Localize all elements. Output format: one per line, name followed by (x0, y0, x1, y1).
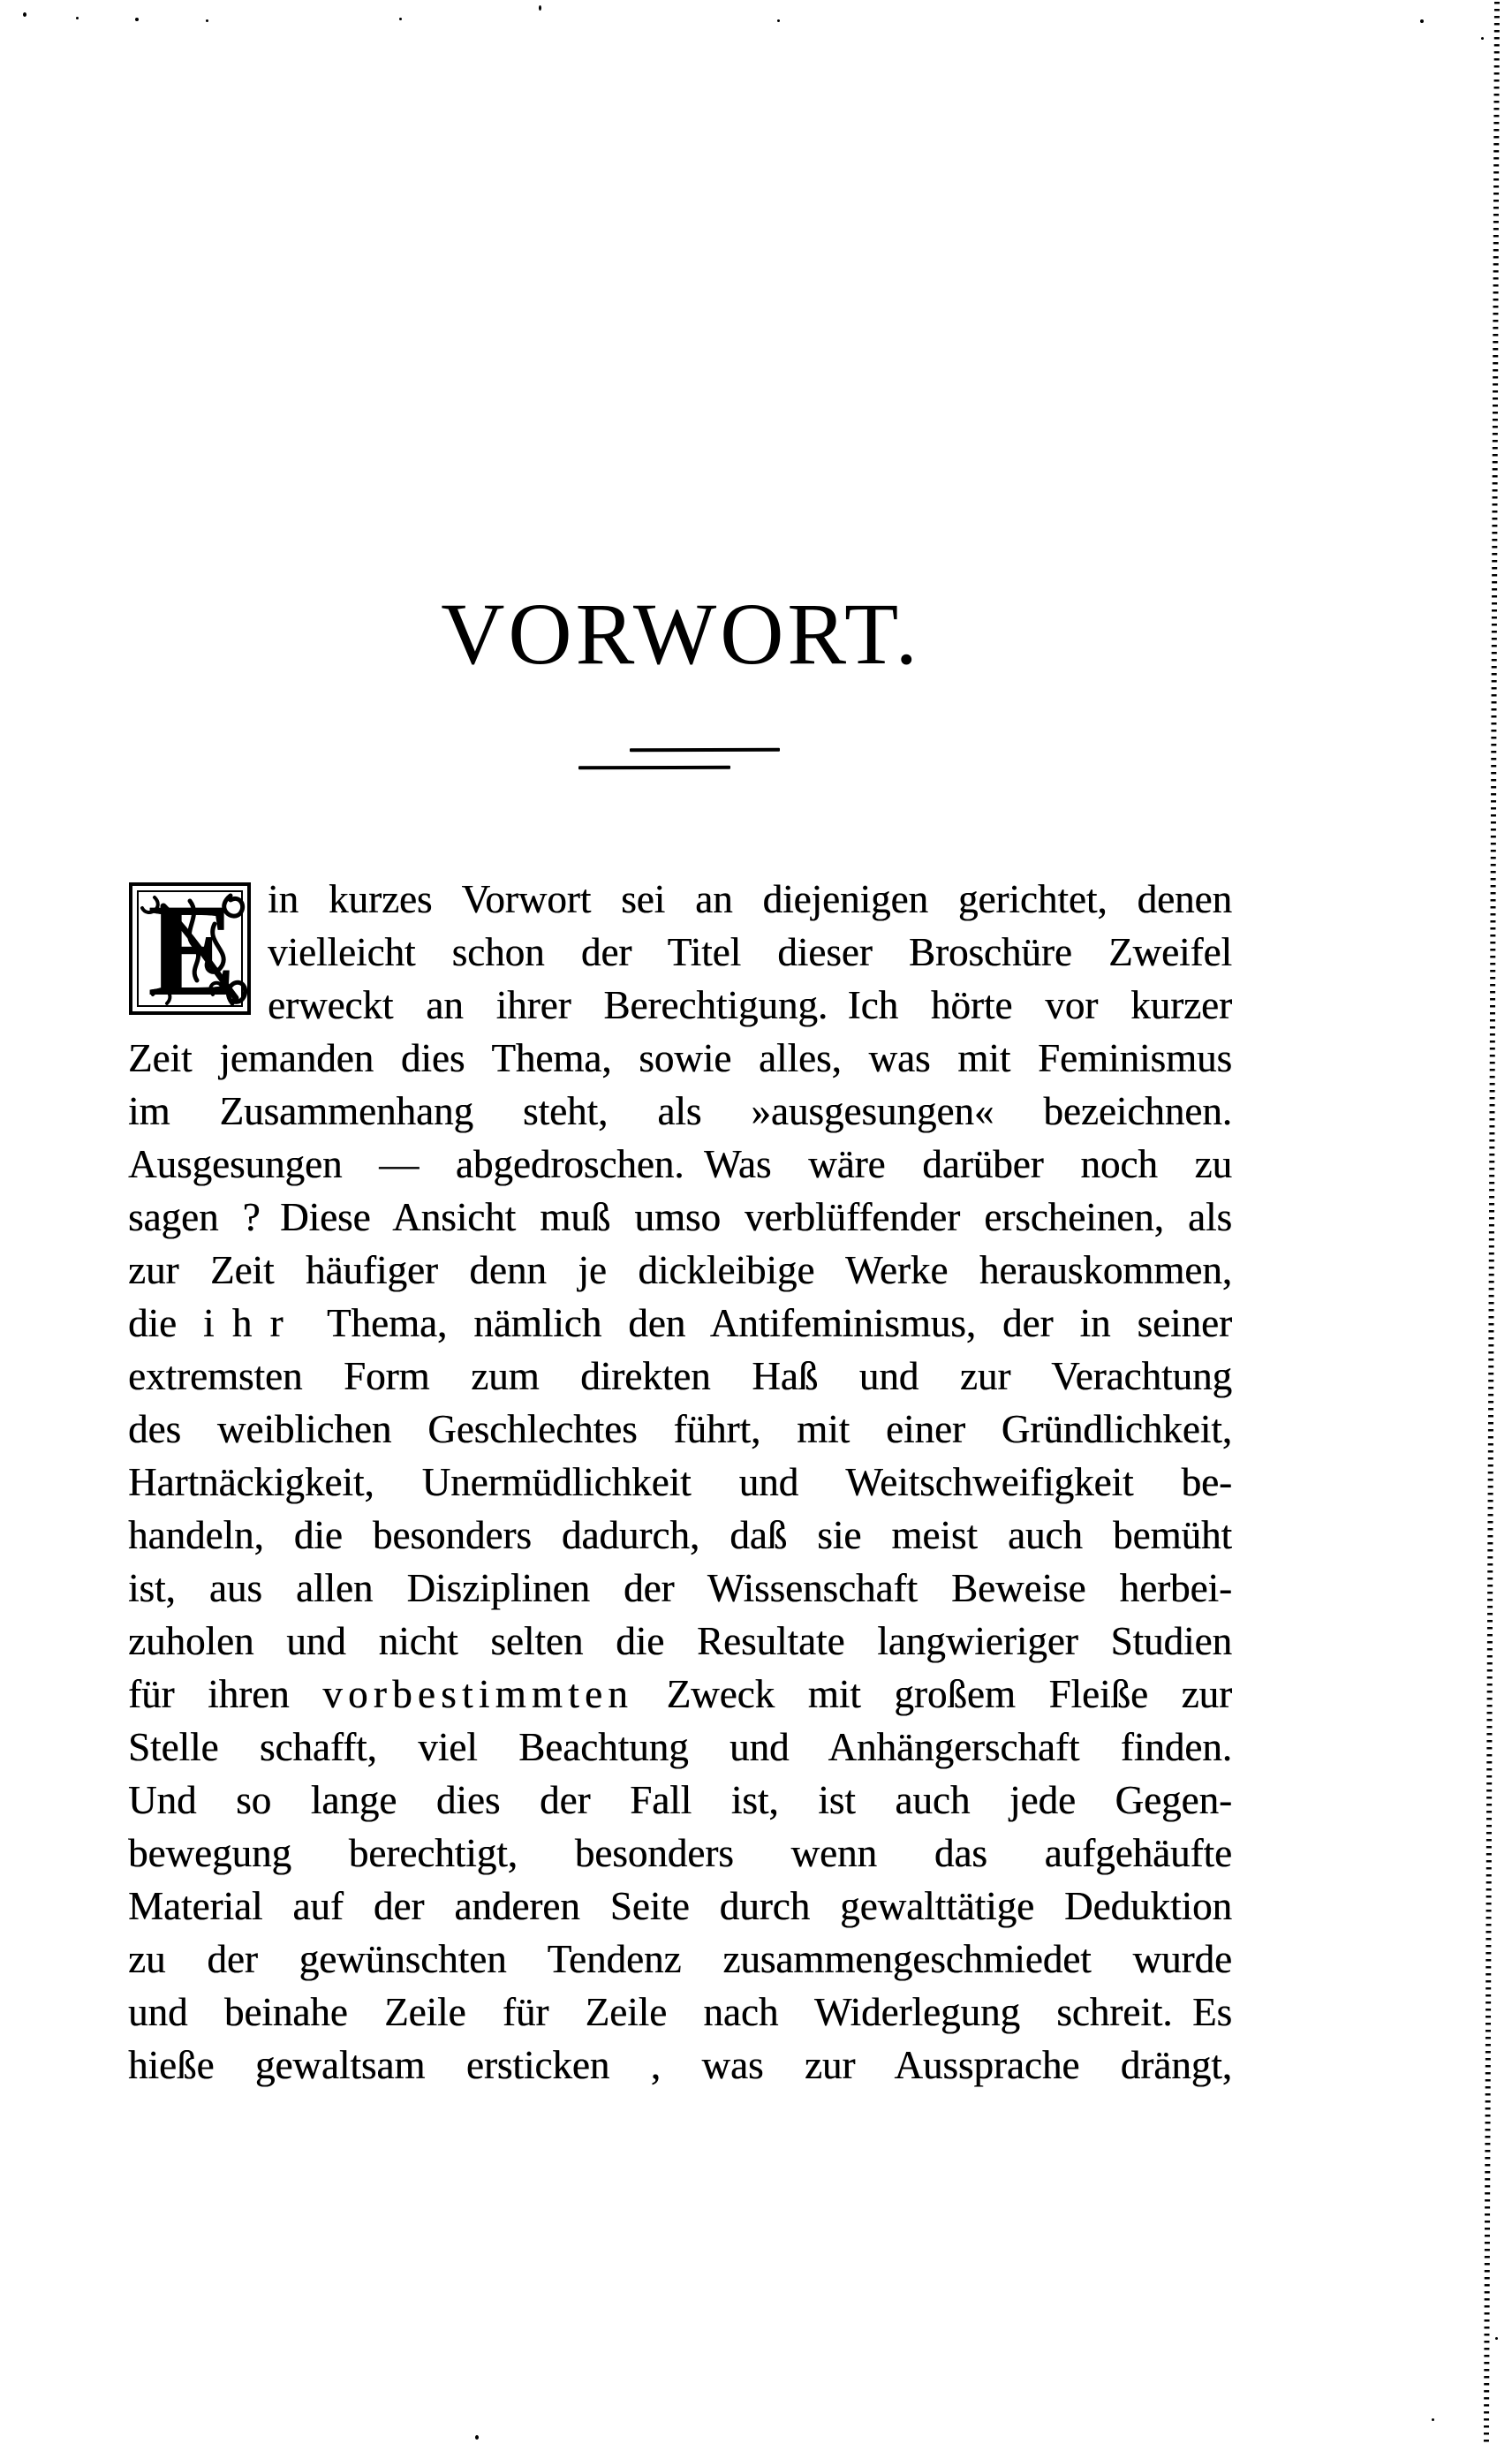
letterspaced-word: ihr (203, 1301, 301, 1345)
scan-speck (135, 18, 139, 21)
text-line-23: hieße gewaltsam ersticken , was zur Aussprache drängt, (128, 2043, 1232, 2087)
text-line-22: und beinahe Zeile für Zeile nach Widerlegung schreit. Es (128, 1990, 1232, 2034)
text-line-20: Material auf der anderen Seite durch gewalttätige Deduktion (128, 1884, 1232, 1928)
text-line-3: erweckt an ihrer Berechtigung. Ich hörte vor kurzer (268, 983, 1232, 1027)
scan-speck (777, 19, 780, 22)
title-rule-bottom (578, 766, 730, 769)
scan-speck (399, 18, 402, 20)
scan-speck (1495, 2337, 1498, 2340)
text-line-12: Hartnäckigkeit, Unermüdlichkeit und Weitschweifigkeit be- (128, 1460, 1232, 1504)
page-title: VORWORT. (441, 585, 921, 683)
scan-speck (76, 17, 79, 19)
text-line-2: vielleicht schon der Titel dieser Broschüre Zweifel (268, 930, 1232, 974)
scan-speck (23, 12, 26, 17)
dropcap-letter: E (147, 882, 237, 1016)
scan-speck (1432, 2418, 1434, 2421)
scan-speck (1481, 37, 1484, 40)
text-run: Zweck mit großem Fleiße zur (633, 1672, 1232, 1716)
letterspaced-word: vorbestimmten (322, 1672, 634, 1716)
preface-paragraph (128, 873, 1232, 2092)
text-line-6: Ausgesungen — abgedroschen. Was wäre darüber noch zu (128, 1142, 1232, 1186)
title-rule-top (630, 748, 780, 752)
dropcap-ornament-graphic (128, 882, 252, 1016)
scan-speck (1420, 19, 1424, 23)
text-line-5: im Zusammenhang steht, als »ausgesungen« bezeichnen. (128, 1089, 1232, 1133)
text-line-13: handeln, die besonders dadurch, daß sie meist auch bemüht (128, 1513, 1232, 1557)
dropcap-initial-woodcut (128, 882, 252, 1016)
text-run: Thema, nämlich den Antifeminismus, der in seiner (300, 1301, 1232, 1345)
text-line-11: des weiblichen Geschlechtes führt, mit einer Gründlichkeit, (128, 1407, 1232, 1451)
scan-speck (206, 19, 208, 22)
text-line-21: zu der gewünschten Tendenz zusammengeschmiedet wurde (128, 1937, 1232, 1981)
text-line-8: zur Zeit häufiger denn je dickleibige Werke herauskommen, (128, 1248, 1232, 1292)
text-line-17: Stelle schafft, viel Beachtung und Anhängerschaft finden. (128, 1725, 1232, 1769)
text-line-16 (128, 1668, 1232, 1721)
text-line-18: Und so lange dies der Fall ist, ist auch jede Gegen- (128, 1778, 1232, 1822)
text-line-4: Zeit jemanden dies Thema, sowie alles, was mit Feminismus (128, 1036, 1232, 1080)
text-line-10: extremsten Form zum direkten Haß und zur Verachtung (128, 1354, 1232, 1398)
scan-speck (475, 2435, 479, 2440)
text-run: die (128, 1301, 204, 1345)
scan-speck (539, 5, 541, 11)
text-line-19: bewegung berechtigt, besonders wenn das aufgehäufte (128, 1831, 1232, 1875)
text-line-14: ist, aus allen Disziplinen der Wissenschaft Beweise herbei- (128, 1566, 1232, 1610)
text-line-7: sagen ? Diese Ansicht muß umso verblüffender erscheinen, als (128, 1195, 1232, 1239)
text-run: für ihren (128, 1672, 323, 1716)
page-edge-dashed-line (1484, 2, 1500, 2444)
text-line-15: zuholen und nicht selten die Resultate langwieriger Studien (128, 1619, 1232, 1663)
text-line-9 (128, 1297, 1232, 1350)
text-line-1: in kurzes Vorwort sei an diejenigen gerichtet, denen (268, 877, 1232, 921)
